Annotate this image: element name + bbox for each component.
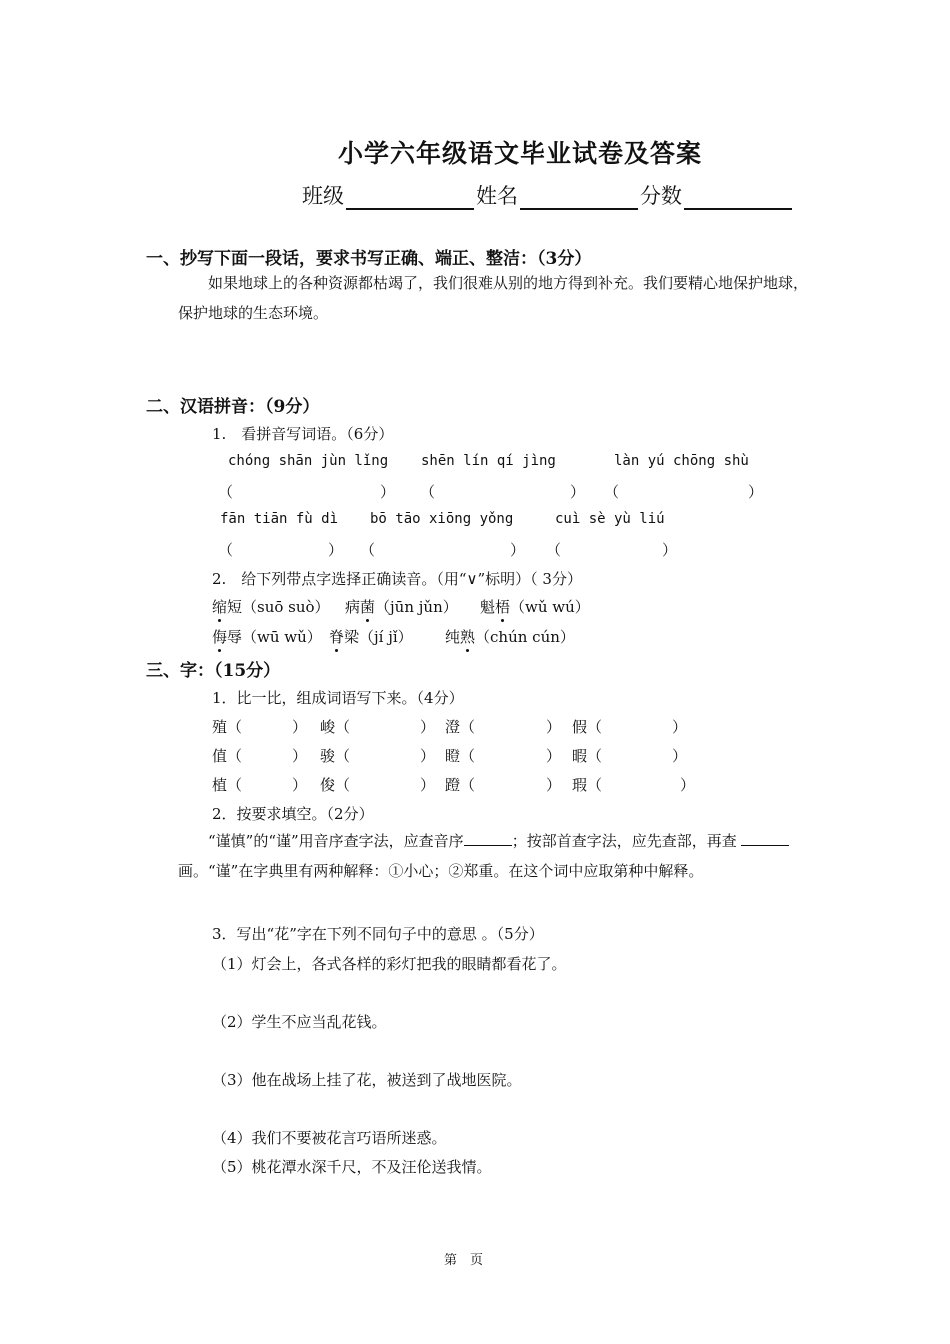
page-number: 第 页 [444,1253,484,1268]
compare-item[interactable]: 暇（ [572,747,603,765]
compare-item[interactable]: 瞪（ [445,747,476,765]
compare-close: ） [672,718,688,736]
pinyin-item: fān tiān fù dì [220,511,339,527]
meaning-q3-label: 3．写出“花”字在下列不同句子中的意思 。（5分） [212,925,544,943]
sentence-item: （4）我们不要被花言巧语所迷惑。 [212,1129,447,1147]
compare-close: ） [420,718,436,736]
pinyin-item: làn yú chōng shù [614,453,749,469]
answer-paren-left[interactable]: （ [218,483,234,501]
compare-item[interactable]: 澄（ [445,718,476,736]
sequence-blank[interactable] [464,831,512,846]
reading-item[interactable]: 脊梁（jí jǐ） [329,628,413,646]
sentence-item: （2）学生不应当乱花钱。 [212,1013,387,1031]
stroke-blank[interactable] [741,831,789,846]
compare-item[interactable]: 殖（ [212,718,243,736]
compare-close: ） [292,747,308,765]
section-3-heading: 三、字：（15分） [146,661,281,681]
answer-paren-right: ） [570,483,586,501]
answer-paren-left[interactable]: （ [604,483,620,501]
compare-close: ） [292,718,308,736]
pinyin-item: chóng shān jùn lǐng [228,453,389,469]
name-blank[interactable] [520,186,638,210]
student-info-line [302,180,794,210]
compare-close: ） [420,776,436,794]
score-label: 分数 [640,184,682,208]
answer-paren-left[interactable]: （ [420,483,436,501]
compare-close: ） [546,776,562,794]
answer-paren-right: ） [380,483,396,501]
pinyin-item: shēn lín qí jìng [421,453,556,469]
compare-item[interactable]: 骏（ [320,747,351,765]
compare-close: ） [292,776,308,794]
section-1-heading: 一、抄写下面一段话，要求书写正确、端正、整洁：（3分） [146,249,592,269]
answer-paren-right: ） [662,541,678,559]
dotted-char: 熟 [460,628,476,646]
compare-close: ） [672,747,688,765]
compare-close: ） [546,718,562,736]
compare-item[interactable]: 俊（ [320,776,351,794]
name-label: 姓名 [476,184,518,208]
answer-paren-right: ） [510,541,526,559]
compare-item[interactable]: 瑕（ [572,776,603,794]
compare-item[interactable]: 植（ [212,776,243,794]
dotted-char: 侮 [212,628,228,646]
reading-item[interactable]: 病菌（jūn jǔn） [345,598,458,616]
sentence-item: （5）桃花潭水深千尺，不及汪伦送我情。 [212,1158,492,1176]
compare-item[interactable]: 假（ [572,718,603,736]
answer-paren-left[interactable]: （ [546,541,562,559]
reading-item[interactable]: 魁梧（wǔ wú） [480,598,590,616]
dotted-char: 缩 [212,598,228,616]
class-blank[interactable] [346,186,474,210]
dotted-char: 菌 [360,598,376,616]
answer-paren-right: ） [748,483,764,501]
pinyin-q1-label: 1. 看拼音写词语。（6分） [212,425,394,443]
copy-passage: 如果地球上的各种资源都枯竭了，我们很难从别的地方得到补充。我们要精心地保护地球，保护地球的生态环境。 [178,274,809,322]
score-blank[interactable] [684,186,792,210]
answer-paren-left[interactable]: （ [218,541,234,559]
compare-close: ） [680,776,696,794]
reading-item[interactable]: 侮辱（wū wǔ） [212,628,322,646]
compare-close: ） [420,747,436,765]
pinyin-q2-label: 2. 给下列带点字选择正确读音。（用“∨”标明）（ 3分） [212,570,582,588]
dotted-char: 脊 [329,628,345,646]
pinyin-item: bō tāo xiōng yǒng [370,511,514,527]
class-label: 班级 [302,184,344,208]
compare-item[interactable]: 值（ [212,747,243,765]
compare-item[interactable]: 蹬（ [445,776,476,794]
sentence-item: （1）灯会上，各式各样的彩灯把我的眼睛都看花了。 [212,955,567,973]
compare-item[interactable]: 峻（ [320,718,351,736]
pinyin-item: cuì sè yù liú [555,511,665,527]
answer-paren-right: ） [328,541,344,559]
compare-close: ） [546,747,562,765]
reading-item[interactable]: 纯熟（chún cún） [445,628,575,646]
dotted-char: 梧 [495,598,511,616]
fill-q2-label: 2．按要求填空。（2分） [212,805,374,823]
fill-q2-paragraph: “谨慎”的“谨”用音序查字法，应查音序 ；按部首查字法，应先查部，再查 画。“谨”在字典里有两种解释：①小心；②郑重。在这个词中应取第种中解释。 [178,826,808,886]
answer-paren-left[interactable]: （ [360,541,376,559]
section-2-heading: 二、汉语拼音：（9分） [146,397,320,417]
compare-q1-label: 1．比一比，组成词语写下来。（4分） [212,689,464,707]
reading-item[interactable]: 缩短（suō suò） [212,598,330,616]
sentence-item: （3）他在战场上挂了花，被送到了战地医院。 [212,1071,522,1089]
page-title: 小学六年级语文毕业试卷及答案 [338,139,703,168]
